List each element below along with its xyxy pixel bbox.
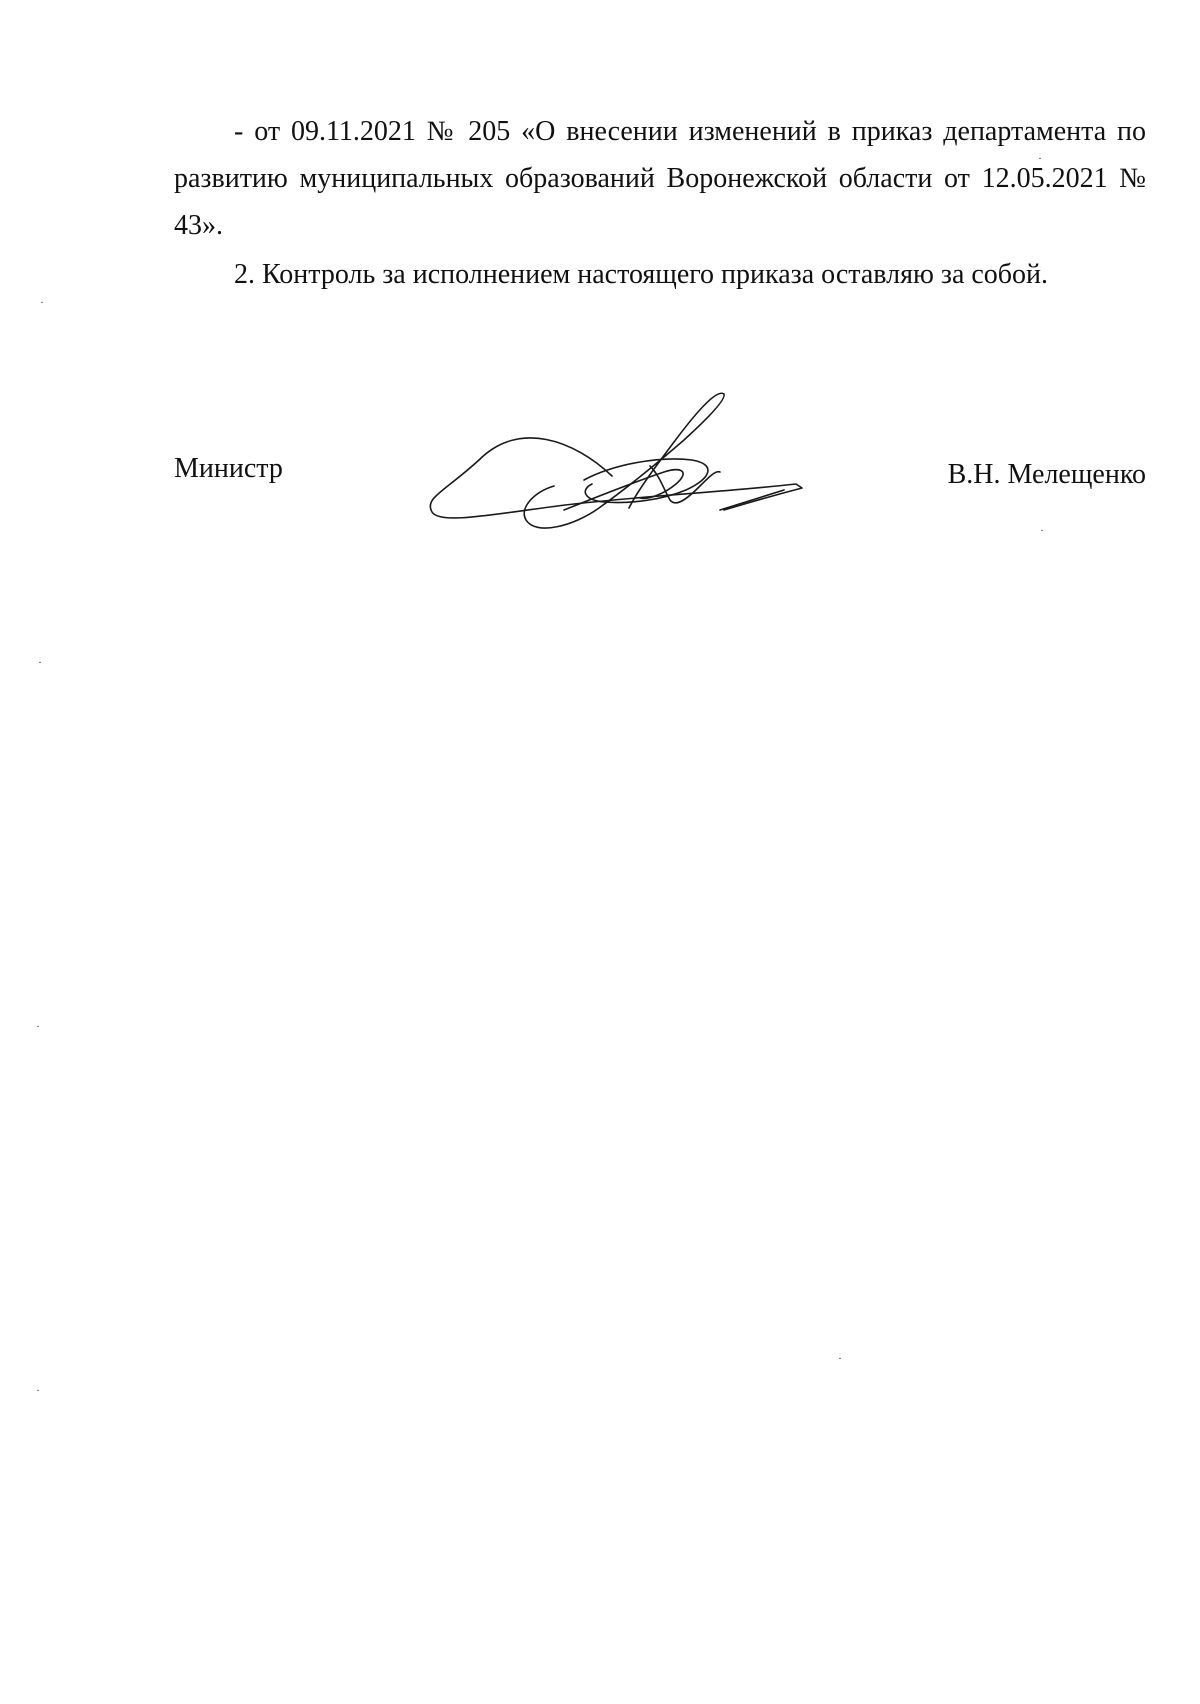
paragraph-amendment-reference: - от 09.11.2021 № 205 «О внесении изменений в приказ департамента по развитию муниципальных образований Воронежской области от 12.05.2021 № 43». xyxy=(174,116,1146,241)
scan-speck: · xyxy=(40,295,44,309)
scan-speck: · xyxy=(38,655,42,669)
scan-speck: · xyxy=(36,1019,40,1033)
scan-speck: · xyxy=(838,1351,842,1365)
handwritten-signature xyxy=(424,380,844,550)
scan-speck: · xyxy=(1040,523,1044,537)
signatory-title: Министр xyxy=(174,453,283,484)
paragraph-control-clause: 2. Контроль за исполнением настоящего приказа оставляю за собой. xyxy=(234,259,1049,290)
scan-speck: · xyxy=(36,1383,40,1397)
document-body xyxy=(174,108,1146,298)
scan-speck: · xyxy=(1038,151,1042,165)
signatory-name: В.Н. Мелещенко xyxy=(947,459,1146,490)
signature-block xyxy=(174,380,1146,570)
